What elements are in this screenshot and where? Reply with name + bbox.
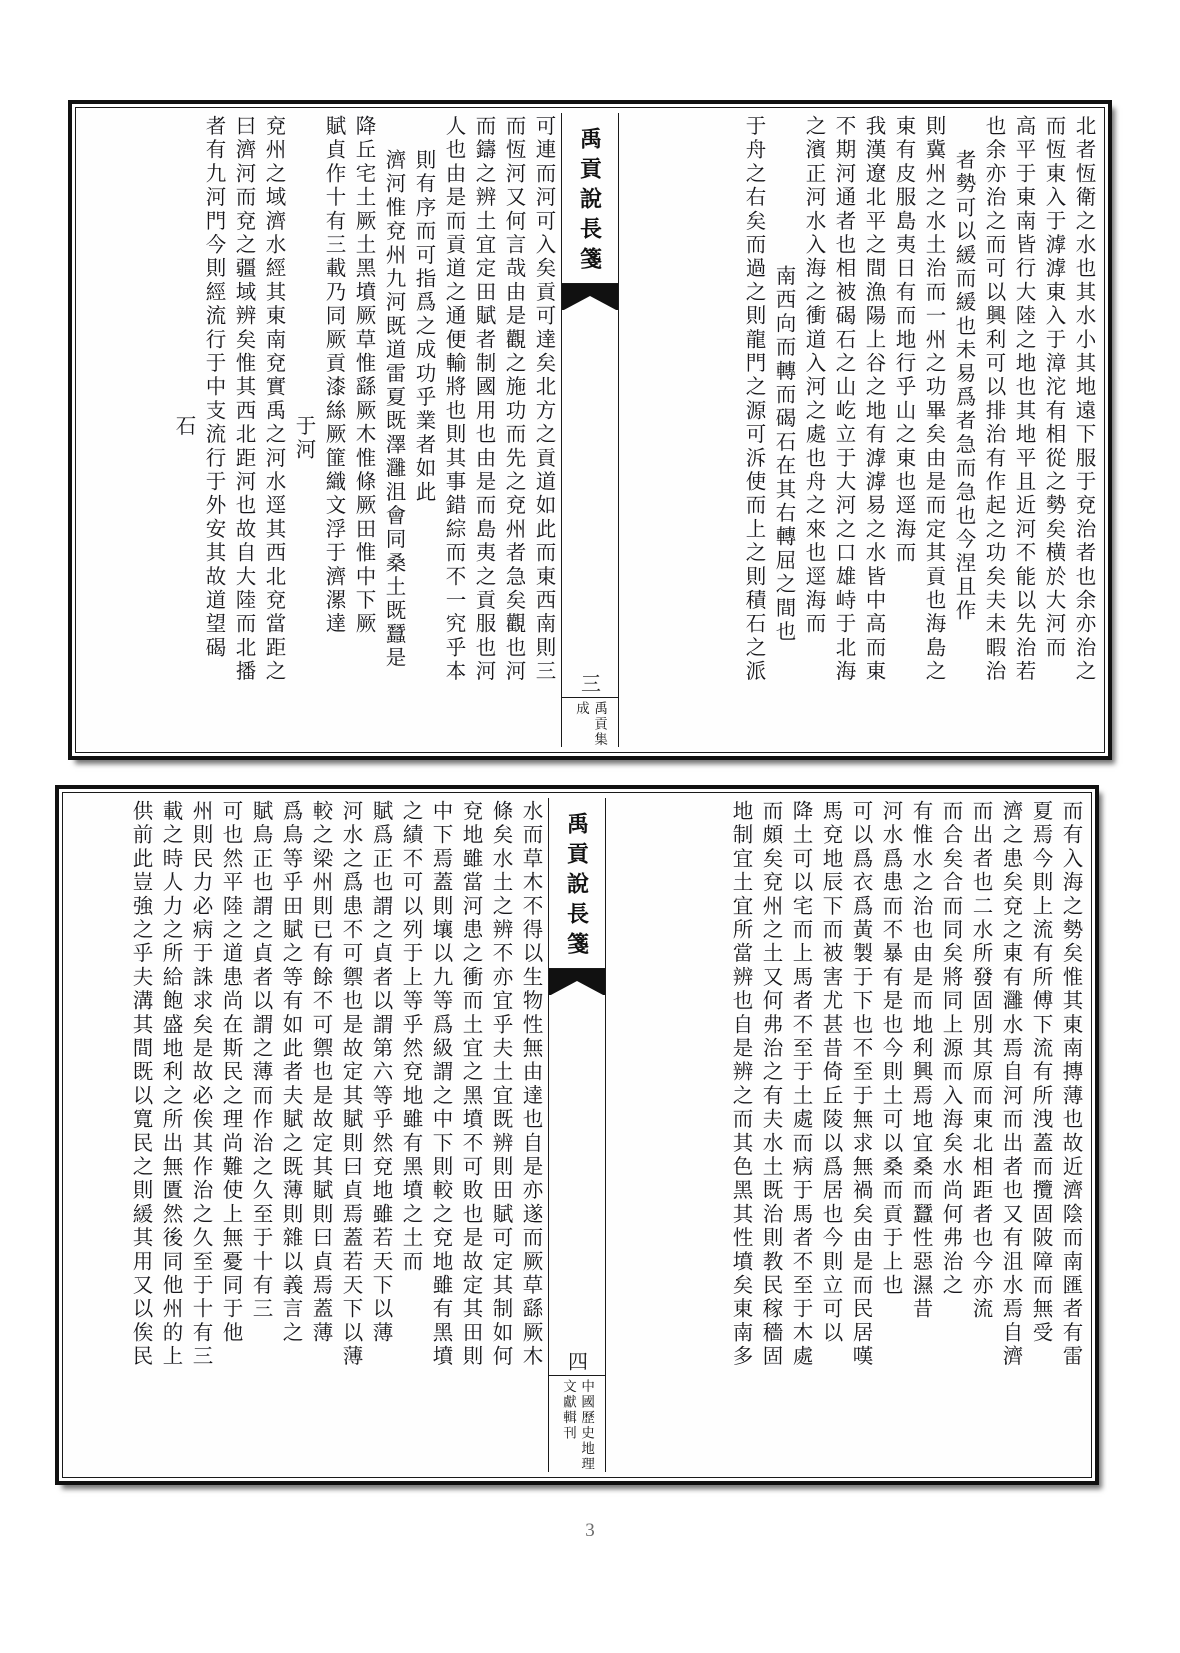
- text-column: 而頗矣兗州之土又何弗治之有夫水土既治則教民稼穡固: [759, 800, 783, 1369]
- text-column: 高平于東南皆行大陸之地也其地平且近河不能以先治若: [1012, 115, 1036, 684]
- text-column: 濟之患矣兗之東有灉水焉自河而出者也又有沮水焉自濟: [999, 800, 1023, 1369]
- strip-series-right: 禹貢集: [591, 700, 608, 747]
- page-one-left-half: [80, 113, 560, 747]
- text-column: 兗地雖當河患之衝而土宜之黑墳不可敗也是故定其田則: [459, 800, 483, 1369]
- text-column: 中下焉蓋則壤以九等爲級謂之中下則較之兗地雖有黑墳: [429, 800, 453, 1369]
- strip-series-label: [549, 1376, 605, 1472]
- center-fold-strip-page-two: [548, 798, 606, 1472]
- text-column: 可連而河可入矣貢可達矣北方之貢道如此而東西南則三: [532, 115, 556, 684]
- text-column: 可以爲衣爲黃製于下也不至于無求無禍矣由是而民居嘆: [849, 800, 873, 1369]
- text-column: 而有入海之勢矣惟其東南摶薄也故近濟陰而南匯者有雷: [1059, 800, 1083, 1369]
- text-column: 人也由是而貢道之通便輸將也則其事錯綜而不一究乎本: [442, 115, 466, 684]
- text-column: 爲鳥等乎田賦之等有如此者夫賦之既薄則雜以義言之: [279, 800, 303, 1346]
- text-column: 于舟之右矣而過之則龍門之源可泝使而上之則積石之派: [742, 115, 766, 684]
- text-column: 東有皮服島夷日有而地行乎山之東也逕海而: [892, 115, 916, 566]
- text-column: 北者恆衛之水也其水小其地遠下服于兗治者也余亦治之: [1072, 115, 1096, 684]
- text-column: 賦貞作十有三載乃同厥貢漆絲厥篚織文浮于濟漯達: [322, 115, 346, 637]
- text-column: 者勢可以緩而緩也未易爲者急而急也今涅且作: [952, 149, 976, 623]
- text-column: 兗州之域濟水經其東南兗實禹之河水逕其西北兗當距之: [262, 115, 286, 684]
- text-column: 降土可以宅而上馬者不至于土處而病于馬者不至于木處: [789, 800, 813, 1369]
- text-column: 降丘宅土厥土黑墳厥草惟繇厥木惟條厥田惟中下厥: [352, 115, 376, 637]
- text-column: 河水之爲患不可禦也是故定其賦則曰貞焉蓋若天下以薄: [339, 800, 363, 1369]
- text-column: 不期河通者也相被碣石之山屹立于大河之口雄峙于北海: [832, 115, 856, 684]
- text-column: 而出者也二水所發固別其原而東北相距者也今亦流: [969, 800, 993, 1322]
- woodblock-page-three: [68, 100, 1112, 760]
- center-fold-strip-page-one: [561, 113, 619, 747]
- fishtail-mark-icon: [562, 283, 618, 310]
- text-column: 則冀州之水土治而一州之功畢矣由是而定其貢也海島之: [922, 115, 946, 684]
- text-column: 曰濟河而兗之疆域辨矣惟其西北距河也故自大陸而北播: [232, 115, 256, 684]
- strip-folio-number: 三: [577, 672, 602, 693]
- text-column: 供前此豈強之乎夫溝其間既以寬民之則緩其用又以俟民: [129, 800, 153, 1369]
- text-column: 可也然平陸之道患尚在斯民之理尚難使上無憂同于他: [219, 800, 243, 1346]
- text-column: 條矣水土之辨不亦宜乎夫土宜既辨則田賦可定其制如何: [489, 800, 513, 1369]
- text-column: 而合矣合而同矣將同上源而入海矣水尚何弗治之: [939, 800, 963, 1298]
- text-column: 載之時人力之所給飽盛地利之所出無匱然後同他州的上: [159, 800, 183, 1369]
- woodblock-page-four: [55, 785, 1099, 1485]
- text-column: 賦爲正也謂之貞者以謂第六等乎然兗地雖若天下以薄: [369, 800, 393, 1346]
- text-column: 者有九河門今則經流行于中支流行于外安其故道望碣: [202, 115, 226, 661]
- text-column: 也余亦治之而可以興利可以排治有作起之功矣夫未暇治: [982, 115, 1006, 684]
- page-frame-inner: [75, 107, 1105, 753]
- text-column: 南西向而轉而碣石在其右轉屈之間也: [772, 265, 796, 645]
- text-column: 于河: [292, 415, 316, 463]
- text-column: 石: [172, 415, 196, 439]
- page-two-right-half: [607, 798, 1087, 1472]
- page-frame-inner: [62, 792, 1092, 1478]
- strip-folio-number: 四: [564, 1351, 589, 1371]
- page-one-right-half: [620, 113, 1100, 747]
- strip-series-left: 文獻輯刊: [560, 1379, 576, 1441]
- text-column: 州則民力必病于誅求矣是故必俟其作治之久至于十有三: [189, 800, 213, 1369]
- text-column: 地制宜土宜所當辨也自是辨之而其色黑其性墳矣東南多: [729, 800, 753, 1369]
- text-column: 馬兗地辰下而被害尤甚昔倚丘陵以爲居也今則立可以: [819, 800, 843, 1346]
- strip-work-title: 禹貢說長箋: [576, 127, 603, 277]
- text-column: 之績不可以列于上等乎然兗地雖有黑墳之土而: [399, 800, 423, 1274]
- text-column: 濟河惟兗州九河既道雷夏既澤灉沮會同桑土既蠶是: [382, 149, 406, 671]
- strip-series-label: [562, 698, 618, 748]
- text-column: 夏焉今則上流有所傅下流有所洩蓋而攬固陂障而無受: [1029, 800, 1053, 1346]
- text-column: 水而草木不得以生物性無由達也自是亦遂而厥草繇厥木: [519, 800, 543, 1369]
- strip-work-title: 禹貢說長箋: [563, 812, 590, 962]
- fishtail-mark-icon: [549, 968, 605, 995]
- text-column: 而恆東入于滹滹東入于漳沱有相從之勢矣横於大河而: [1042, 115, 1066, 661]
- text-column: 河水爲患而不暴有是也今則土可以桑而貢于上也: [879, 800, 903, 1298]
- text-column: 有惟水之治也由是而地利興焉地宜桑而蠶性惡濕昔: [909, 800, 933, 1322]
- text-column: 我漢遼北平之間漁陽上谷之地有滹滹易之水皆中高而東: [862, 115, 886, 684]
- strip-series-right: 中國歷史地理: [578, 1379, 595, 1472]
- text-column: 則有序而可指爲之成功乎業者如此: [412, 149, 436, 505]
- text-column: 較之梁州則已有餘不可禦也是故定其賦則曰貞焉蓋薄: [309, 800, 333, 1346]
- strip-series-left: 成: [573, 700, 589, 716]
- text-column: 而恆河又何言哉由是觀之施功而先之兗州者急矣觀也河: [502, 115, 526, 684]
- page-two-left-half: [67, 798, 547, 1472]
- text-column: 賦鳥正也謂之貞者以謂之薄而作治之久至于十有三: [249, 800, 273, 1322]
- text-column: 而鑄之辨土宜定田賦者制國用也由是而島夷之貢服也河: [472, 115, 496, 684]
- sheet-folio-number: 3: [585, 1520, 595, 1541]
- text-column: 之濱正河水入海之衝道入河之處也舟之來也逕海而: [802, 115, 826, 637]
